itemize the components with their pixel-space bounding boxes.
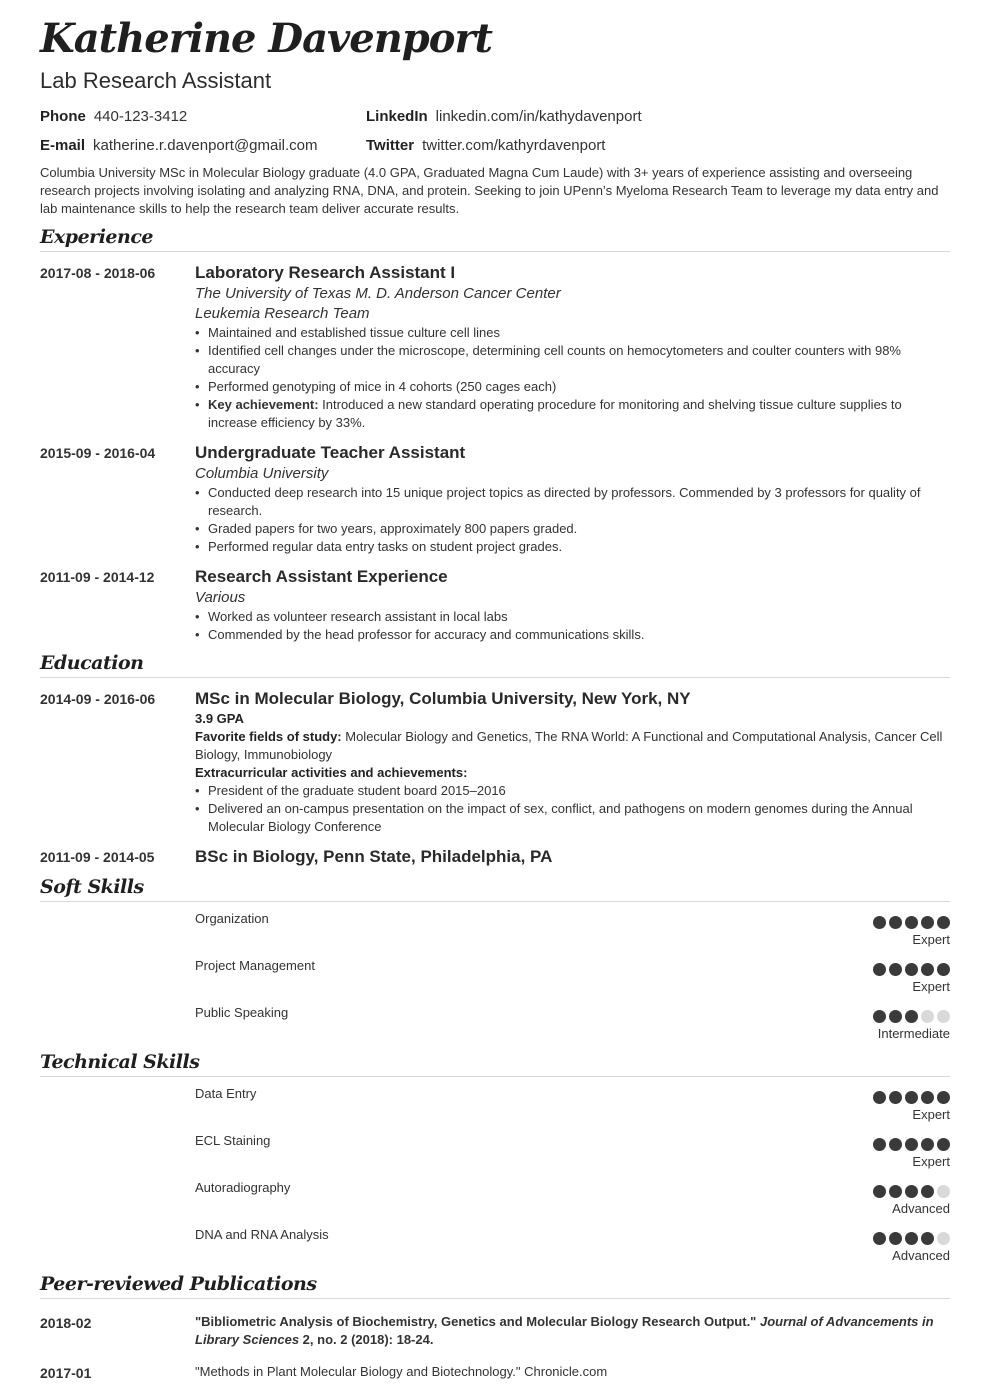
key-achievement-text: Introduced a new standard operating procedure for monitoring and shelving tissue culture supplies to increase efficiency by 33%. — [208, 397, 902, 430]
entry-date: 2011-09 - 2014-12 — [40, 569, 155, 585]
section-title-education: Education — [40, 650, 950, 678]
skill-rating — [873, 1010, 950, 1023]
skill-level: Advanced — [892, 1248, 950, 1263]
rating-dot-filled — [921, 1091, 934, 1104]
publication-date: 2017-01 — [40, 1365, 92, 1381]
publication-details: 2, no. 2 (2018): 18-24. — [299, 1332, 434, 1347]
section-title-experience: Experience — [40, 224, 950, 252]
skill-level: Expert — [912, 1107, 950, 1122]
list-item: • President of the graduate student board 2015–2016 — [208, 782, 950, 800]
skill-row — [195, 996, 950, 1043]
rating-dot-filled — [889, 1010, 902, 1023]
skill-row — [195, 902, 950, 949]
skill-rating — [873, 963, 950, 976]
email-link[interactable]: katherine.r.davenport@gmail.com — [93, 137, 318, 154]
experience-entry — [40, 442, 950, 556]
skill-level: Expert — [912, 932, 950, 947]
rating-dot-filled — [873, 916, 886, 929]
extracurricular-label: Extracurricular activities and achievements: — [195, 765, 468, 780]
technical-skills-list — [40, 1077, 950, 1265]
list-item: • Graded papers for two years, approximately 800 papers graded. — [208, 520, 950, 538]
rating-dot-filled — [905, 1185, 918, 1198]
linkedin-link[interactable]: linkedin.com/in/kathydavenport — [435, 108, 642, 125]
publication-title: "Bibliometric Analysis of Biochemistry, Genetics and Molecular Biology Research Output." — [195, 1314, 757, 1329]
contact-phone — [40, 102, 366, 131]
skill-name: Public Speaking — [195, 1005, 289, 1020]
rating-dot-filled — [937, 963, 950, 976]
section-title-technical-skills: Technical Skills — [40, 1049, 950, 1077]
candidate-name: Katherine Davenport — [40, 15, 492, 62]
contact-label: E-mail — [40, 137, 86, 154]
contact-email — [40, 131, 366, 160]
twitter-link[interactable]: twitter.com/kathyrdavenport — [422, 137, 606, 154]
entry-date: 2014-09 - 2016-06 — [40, 691, 156, 707]
skill-row — [195, 949, 950, 996]
skill-level: Expert — [912, 1154, 950, 1169]
skill-name: Autoradiography — [195, 1180, 291, 1195]
rating-dot-filled — [873, 1232, 886, 1245]
rating-dot-filled — [921, 1138, 934, 1151]
rating-dot-filled — [937, 1091, 950, 1104]
entry-organization: Various — [195, 589, 246, 606]
experience-entry — [40, 566, 950, 644]
list-item — [208, 396, 950, 432]
rating-dot-filled — [873, 1185, 886, 1198]
skill-rating — [873, 1138, 950, 1151]
skill-name: Data Entry — [195, 1086, 257, 1101]
rating-dot-filled — [873, 963, 886, 976]
skill-row — [195, 1077, 950, 1124]
rating-dot-filled — [889, 1091, 902, 1104]
list-item: • Maintained and established tissue culture cell lines — [208, 324, 950, 342]
phone-value: 440-123-3412 — [93, 108, 188, 125]
fields-of-study — [195, 728, 950, 764]
summary: Columbia University MSc in Molecular Biology graduate (4.0 GPA, Graduated Magna Cum Laude) with 3+ years of experience assisting and overseeing research projects involving isolating and analyzing RNA, DNA, and protein. Seeking to join UPenn’s Myeloma Research Team to leverage my data entry and lab maintenance skills to help the research team deliver accurate results. — [40, 165, 939, 216]
rating-dot-filled — [905, 1091, 918, 1104]
skill-row — [195, 1218, 950, 1265]
entry-organization: Columbia University — [195, 465, 329, 482]
entry-title: Laboratory Research Assistant I — [195, 263, 456, 282]
rating-dot-filled — [889, 1185, 902, 1198]
rating-dot-filled — [889, 963, 902, 976]
entry-date: 2017-08 - 2018-06 — [40, 265, 156, 281]
skill-row — [195, 1124, 950, 1171]
job-title: Lab Research Assistant — [40, 68, 272, 93]
soft-skills-list — [40, 902, 950, 1043]
list-item: • Identified cell changes under the microscope, determining cell counts on hemocytometers and coulter counters with 98% accuracy — [208, 342, 950, 378]
publication-date: 2018-02 — [40, 1315, 92, 1331]
section-title-soft-skills: Soft Skills — [40, 874, 950, 902]
key-achievement-label: Key achievement: — [208, 397, 319, 412]
list-item: • Performed genotyping of mice in 4 cohorts (250 cages each) — [208, 378, 950, 396]
education-entry — [40, 688, 950, 836]
publication-entry — [40, 1307, 950, 1349]
rating-dot-filled — [905, 1010, 918, 1023]
skill-level: Advanced — [892, 1201, 950, 1216]
rating-dot-filled — [889, 1138, 902, 1151]
entry-title: MSc in Molecular Biology, Columbia University, New York, NY — [195, 689, 691, 708]
rating-dot-filled — [905, 1232, 918, 1245]
rating-dot-filled — [937, 1138, 950, 1151]
rating-dot-filled — [873, 1010, 886, 1023]
skill-name: ECL Staining — [195, 1133, 271, 1148]
skill-name: DNA and RNA Analysis — [195, 1227, 329, 1242]
publication-citation — [195, 1307, 950, 1349]
rating-dot-filled — [873, 1138, 886, 1151]
section-title-publications: Peer-reviewed Publications — [40, 1271, 950, 1299]
skill-rating — [873, 1091, 950, 1104]
list-item: • Commended by the head professor for accuracy and communications skills. — [208, 626, 950, 644]
rating-dot-filled — [873, 1091, 886, 1104]
publication-entry — [40, 1357, 950, 1384]
list-item: • Delivered an on-campus presentation on the impact of sex, conflict, and pathogens on modern genomes during the Annual Molecular Biology Conference — [208, 800, 950, 836]
skill-name: Organization — [195, 911, 269, 926]
bullet-list — [195, 782, 950, 836]
entry-date: 2015-09 - 2016-04 — [40, 445, 156, 461]
rating-dot-filled — [889, 1232, 902, 1245]
list-item: • Conducted deep research into 15 unique project topics as directed by professors. Commended by 3 professors for quality of research. — [208, 484, 950, 520]
contact-twitter — [366, 131, 950, 160]
gpa: 3.9 GPA — [195, 711, 244, 726]
publication-journal: Journal of Advancements in Library Sciences — [195, 1314, 934, 1347]
rating-dot-empty — [937, 1185, 950, 1198]
skill-row — [195, 1171, 950, 1218]
rating-dot-filled — [921, 1185, 934, 1198]
contact-label: LinkedIn — [366, 108, 428, 125]
skill-rating — [873, 1232, 950, 1245]
education-entry — [40, 846, 950, 868]
rating-dot-filled — [921, 963, 934, 976]
entry-team: Leukemia Research Team — [195, 305, 370, 322]
skill-name: Project Management — [195, 958, 315, 973]
publication-citation: "Methods in Plant Molecular Biology and Biotechnology." Chronicle.com — [195, 1364, 608, 1379]
contact-linkedin — [366, 102, 950, 131]
bullet-list — [195, 608, 950, 644]
list-item: • Performed regular data entry tasks on student project grades. — [208, 538, 950, 556]
entry-organization: The University of Texas M. D. Anderson Cancer Center — [195, 285, 561, 302]
rating-dot-filled — [905, 1138, 918, 1151]
rating-dot-empty — [937, 1010, 950, 1023]
bullet-list — [195, 484, 950, 556]
entry-title: Undergraduate Teacher Assistant — [195, 443, 466, 462]
rating-dot-empty — [921, 1010, 934, 1023]
entry-title: BSc in Biology, Penn State, Philadelphia, PA — [195, 847, 553, 866]
rating-dot-filled — [905, 963, 918, 976]
rating-dot-filled — [921, 916, 934, 929]
bullet-list — [195, 324, 950, 432]
skill-level: Expert — [912, 979, 950, 994]
skill-rating — [873, 916, 950, 929]
entry-title: Research Assistant Experience — [195, 567, 448, 586]
skill-rating — [873, 1185, 950, 1198]
rating-dot-filled — [937, 916, 950, 929]
contact-info — [40, 102, 950, 160]
contact-label: Twitter — [366, 137, 415, 154]
fields-label: Favorite fields of study: — [195, 729, 342, 744]
contact-label: Phone — [40, 108, 86, 125]
list-item: • Worked as volunteer research assistant in local labs — [208, 608, 950, 626]
skill-level: Intermediate — [877, 1026, 950, 1041]
experience-entry — [40, 262, 950, 432]
rating-dot-filled — [921, 1232, 934, 1245]
entry-date: 2011-09 - 2014-05 — [40, 849, 155, 865]
rating-dot-filled — [889, 916, 902, 929]
rating-dot-filled — [905, 916, 918, 929]
rating-dot-empty — [937, 1232, 950, 1245]
fields-text: Molecular Biology and Genetics, The RNA World: A Functional and Computational Analysis, Cancer Cell Biology, Immunobiology — [195, 729, 943, 762]
